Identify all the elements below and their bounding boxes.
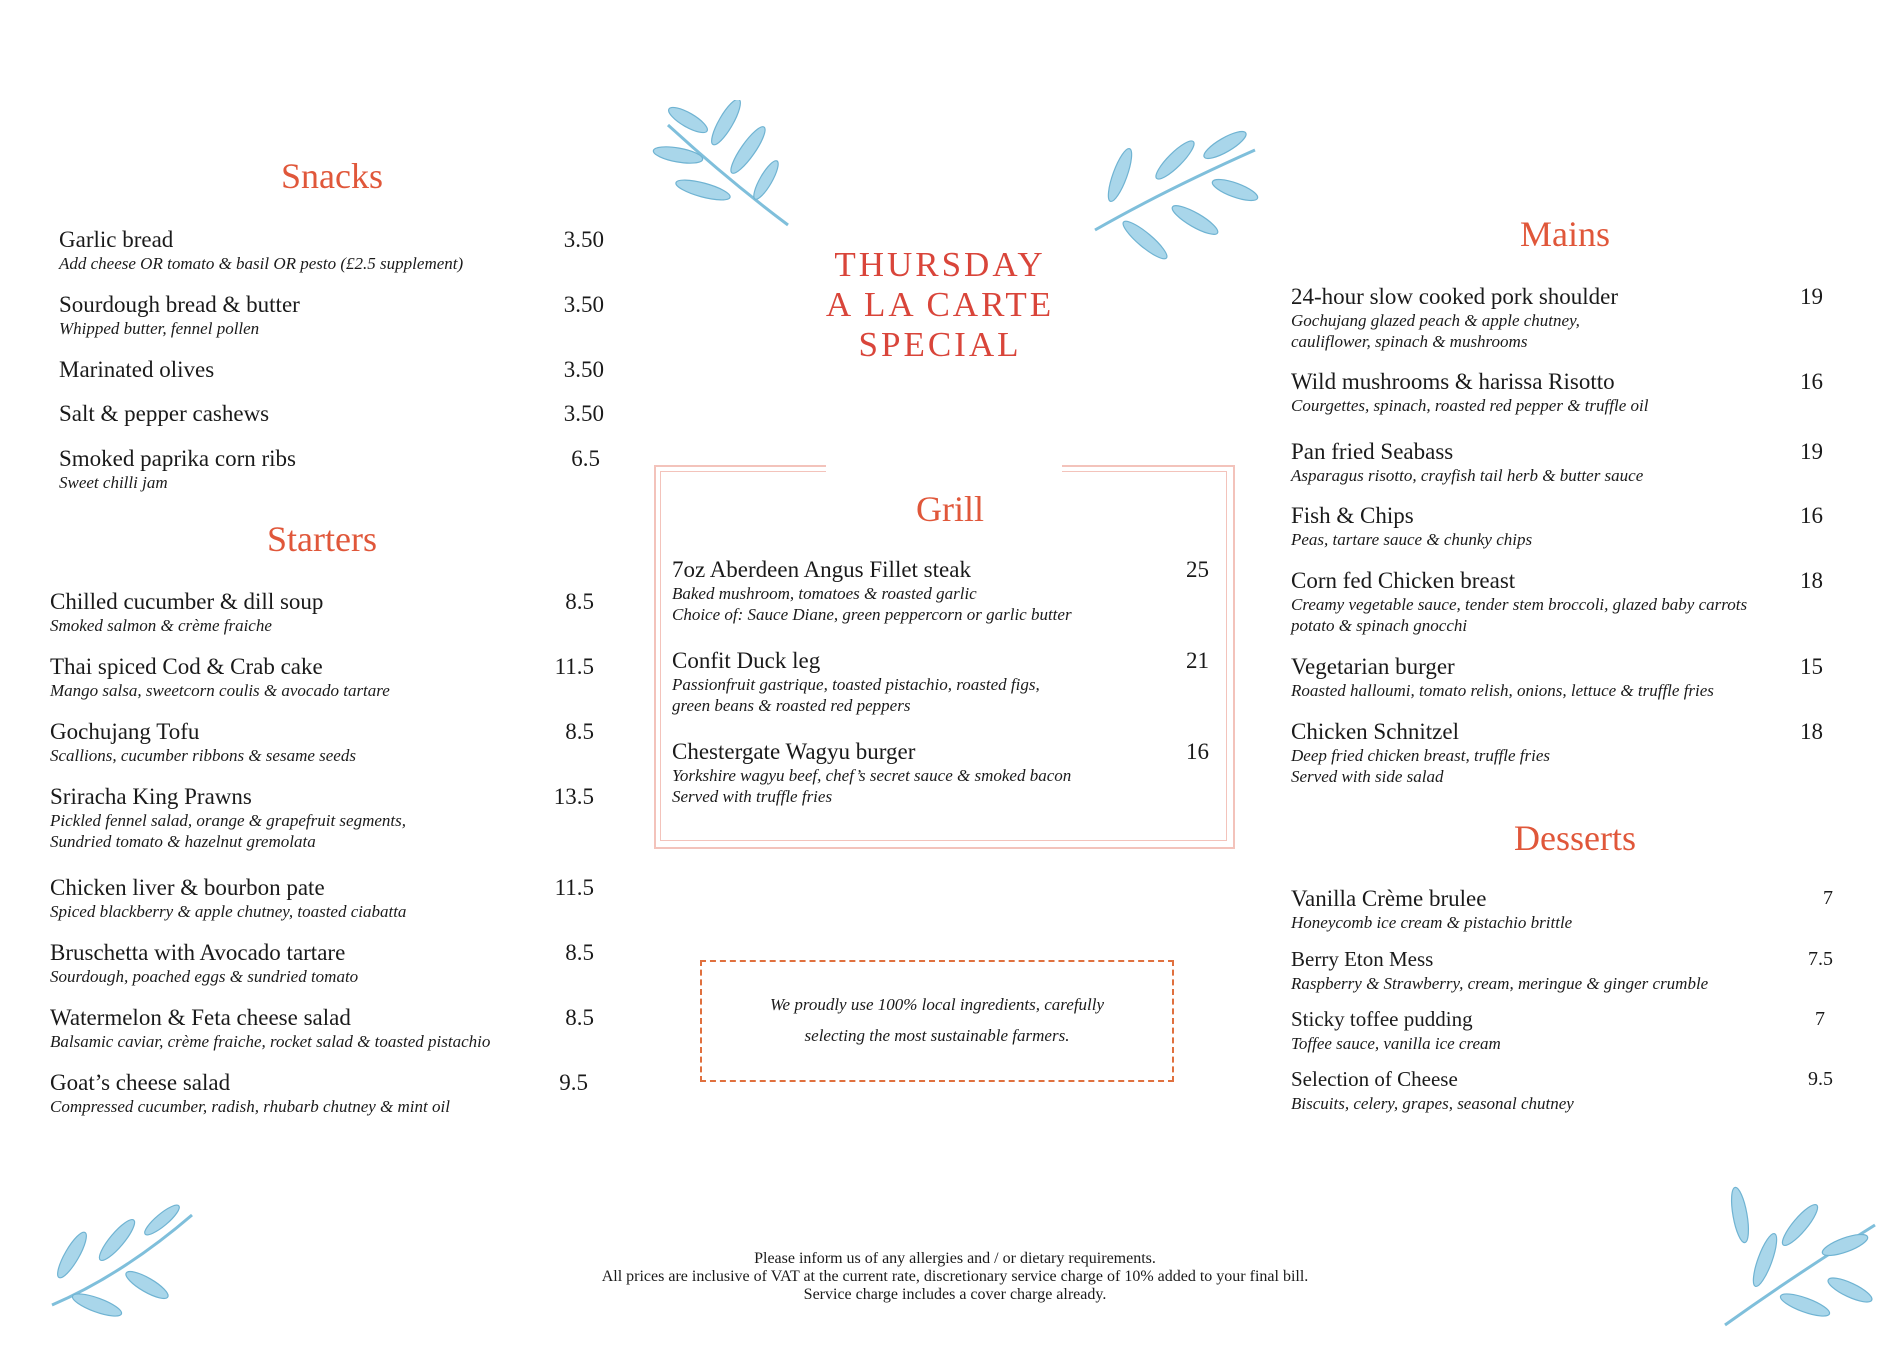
item-name: Sourdough bread & butter	[59, 292, 300, 317]
item-price: 7	[1823, 887, 1833, 909]
leaf-branch-icon	[648, 100, 798, 240]
leaf-branch-icon	[42, 1195, 202, 1320]
menu-item	[1291, 1006, 1833, 1054]
sourcing-note	[700, 960, 1174, 1082]
item-price: 15	[1800, 654, 1823, 679]
menu-item	[59, 400, 604, 427]
menu-item	[1291, 502, 1823, 550]
menu-item	[1291, 718, 1823, 787]
footer-allergy-note: Please inform us of any allergies and / or dietary requirements.	[754, 1250, 1156, 1267]
item-name: Vegetarian burger	[1291, 654, 1455, 679]
menu-item	[50, 1069, 594, 1117]
item-description: Balsamic caviar, crème fraiche, rocket salad & toasted pistachio	[50, 1032, 491, 1051]
item-price: 3.50	[563, 357, 604, 382]
item-description: Peas, tartare sauce & chunky chips	[1291, 530, 1533, 549]
menu-title-line1: THURSDAY	[834, 245, 1046, 284]
item-description: Served with side salad	[1291, 767, 1444, 786]
item-price: 8.5	[565, 589, 594, 614]
item-description: Scallions, cucumber ribbons & sesame seeds	[50, 746, 356, 765]
item-name: Goat’s cheese salad	[50, 1070, 231, 1095]
menu-item	[50, 1004, 594, 1052]
item-name: Wild mushrooms & harissa Risotto	[1291, 369, 1615, 394]
item-description: Toffee sauce, vanilla ice cream	[1291, 1034, 1501, 1053]
menu-item	[50, 653, 594, 701]
item-name: Sticky toffee pudding	[1291, 1007, 1473, 1031]
menu-title-line2: A LA CARTE	[825, 285, 1055, 324]
grill-frame-gap	[826, 460, 1062, 474]
menu-item	[1291, 1066, 1833, 1114]
item-name: Salt & pepper cashews	[59, 401, 270, 426]
item-description: Sundried tomato & hazelnut gremolata	[50, 832, 316, 851]
desserts-heading: Desserts	[1514, 818, 1636, 858]
item-price: 13.5	[553, 784, 594, 809]
item-name: Vanilla Crème brulee	[1291, 886, 1487, 911]
item-description: Sourdough, poached eggs & sundried tomato	[50, 967, 359, 986]
item-description: potato & spinach gnocchi	[1291, 616, 1468, 635]
menu-item	[672, 647, 1209, 716]
item-price: 11.5	[554, 875, 594, 900]
footer-vat-note: All prices are inclusive of VAT at the current rate, discretionary service charge of 10% added to your final bill.	[601, 1268, 1309, 1285]
item-description: Spiced blackberry & apple chutney, toasted ciabatta	[50, 902, 407, 921]
item-name: Pan fried Seabass	[1291, 439, 1454, 464]
snacks-heading: Snacks	[281, 156, 383, 196]
menu-item	[1291, 946, 1833, 994]
footer-service-note: Service charge includes a cover charge already.	[803, 1286, 1107, 1303]
menu-item	[1291, 567, 1823, 636]
mains-heading: Mains	[1520, 214, 1610, 254]
item-price: 18	[1800, 719, 1823, 744]
item-description: Deep fried chicken breast, truffle fries	[1291, 746, 1551, 765]
item-name: Chicken liver & bourbon pate	[50, 875, 325, 900]
item-price: 18	[1800, 568, 1823, 593]
sourcing-note-line1: We proudly use 100% local ingredients, carefully	[769, 995, 1105, 1014]
sourcing-note-line2: selecting the most sustainable farmers.	[804, 1026, 1070, 1045]
item-price: 19	[1800, 439, 1823, 464]
item-description: Choice of: Sauce Diane, green peppercorn or garlic butter	[672, 605, 1072, 624]
menu-item	[50, 783, 594, 852]
item-name: Sriracha King Prawns	[50, 784, 252, 809]
item-name: Chestergate Wagyu burger	[672, 739, 916, 764]
item-price: 16	[1186, 739, 1209, 764]
item-name: Chilled cucumber & dill soup	[50, 589, 324, 614]
item-description: Served with truffle fries	[672, 787, 833, 806]
item-name: 24-hour slow cooked pork shoulder	[1291, 284, 1619, 309]
menu-title	[810, 245, 1070, 365]
item-price: 3.50	[563, 401, 604, 426]
item-price: 16	[1800, 503, 1823, 528]
menu-item	[1291, 368, 1823, 416]
item-description: Gochujang glazed peach & apple chutney,	[1291, 311, 1580, 330]
item-description: Compressed cucumber, radish, rhubarb chutney & mint oil	[50, 1097, 450, 1116]
item-name: Smoked paprika corn ribs	[59, 446, 296, 471]
item-description: Mango salsa, sweetcorn coulis & avocado tartare	[50, 681, 390, 700]
menu-item	[672, 556, 1209, 625]
item-description: Courgettes, spinach, roasted red pepper & truffle oil	[1291, 396, 1649, 415]
item-description: Passionfruit gastrique, toasted pistachio, roasted figs,	[672, 675, 1040, 694]
item-description: cauliflower, spinach & mushrooms	[1291, 332, 1528, 351]
item-description: Pickled fennel salad, orange & grapefruit segments,	[50, 811, 406, 830]
item-price: 21	[1186, 648, 1209, 673]
item-price: 25	[1186, 557, 1209, 582]
item-description: Sweet chilli jam	[59, 473, 168, 492]
item-name: 7oz Aberdeen Angus Fillet steak	[672, 557, 971, 582]
item-name: Berry Eton Mess	[1291, 947, 1434, 971]
menu-item	[50, 718, 594, 766]
item-price: 8.5	[565, 940, 594, 965]
item-description: Baked mushroom, tomatoes & roasted garlic	[672, 584, 977, 603]
item-name: Marinated olives	[59, 357, 215, 382]
menu-item	[1291, 438, 1823, 486]
item-name: Chicken Schnitzel	[1291, 719, 1459, 744]
item-price: 8.5	[565, 719, 594, 744]
item-description: Honeycomb ice cream & pistachio brittle	[1291, 913, 1573, 932]
menu-item	[59, 291, 604, 339]
item-name: Selection of Cheese	[1291, 1067, 1458, 1091]
item-name: Corn fed Chicken breast	[1291, 568, 1516, 593]
item-name: Watermelon & Feta cheese salad	[50, 1005, 351, 1030]
item-price: 11.5	[554, 654, 594, 679]
item-description: Roasted halloumi, tomato relish, onions, lettuce & truffle fries	[1291, 681, 1714, 700]
item-price: 8.5	[565, 1005, 594, 1030]
menu-item	[59, 356, 604, 383]
item-description: Raspberry & Strawberry, cream, meringue & ginger crumble	[1291, 974, 1709, 993]
starters-heading: Starters	[267, 519, 377, 559]
menu-item	[1291, 653, 1823, 701]
item-description: Whipped butter, fennel pollen	[59, 319, 260, 338]
item-name: Gochujang Tofu	[50, 719, 200, 744]
menu-item	[59, 445, 604, 493]
menu-item	[1291, 283, 1823, 352]
menu-item	[50, 939, 594, 987]
item-description: Yorkshire wagyu beef, chef’s secret sauce & smoked bacon	[672, 766, 1072, 785]
item-name: Confit Duck leg	[672, 648, 821, 673]
menu-item	[1291, 885, 1833, 933]
item-description: Add cheese OR tomato & basil OR pesto (£2.5 supplement)	[59, 254, 464, 273]
item-price: 16	[1800, 369, 1823, 394]
menu-item	[59, 226, 604, 274]
menu-item	[50, 874, 594, 922]
item-price: 9.5	[559, 1070, 588, 1095]
menu-item	[672, 738, 1209, 807]
item-price: 7.5	[1808, 948, 1833, 970]
item-price: 7	[1815, 1008, 1825, 1030]
item-price: 9.5	[1808, 1068, 1833, 1090]
menu-title-line3: SPECIAL	[858, 325, 1022, 364]
menu-item	[50, 588, 594, 636]
item-description: Biscuits, celery, grapes, seasonal chutney	[1291, 1094, 1574, 1113]
item-description: green beans & roasted red peppers	[672, 696, 911, 715]
leaf-branch-icon	[1085, 120, 1265, 260]
item-name: Thai spiced Cod & Crab cake	[50, 654, 323, 679]
item-price: 19	[1800, 284, 1823, 309]
item-price: 6.5	[571, 446, 600, 471]
leaf-branch-icon	[1705, 1185, 1885, 1335]
grill-heading: Grill	[916, 489, 984, 529]
item-name: Bruschetta with Avocado tartare	[50, 940, 346, 965]
item-description: Asparagus risotto, crayfish tail herb & butter sauce	[1291, 466, 1644, 485]
item-name: Garlic bread	[59, 227, 174, 252]
item-description: Smoked salmon & crème fraiche	[50, 616, 272, 635]
item-price: 3.50	[563, 292, 604, 317]
item-name: Fish & Chips	[1291, 503, 1414, 528]
item-description: Creamy vegetable sauce, tender stem broccoli, glazed baby carrots	[1291, 595, 1748, 614]
item-price: 3.50	[563, 227, 604, 252]
